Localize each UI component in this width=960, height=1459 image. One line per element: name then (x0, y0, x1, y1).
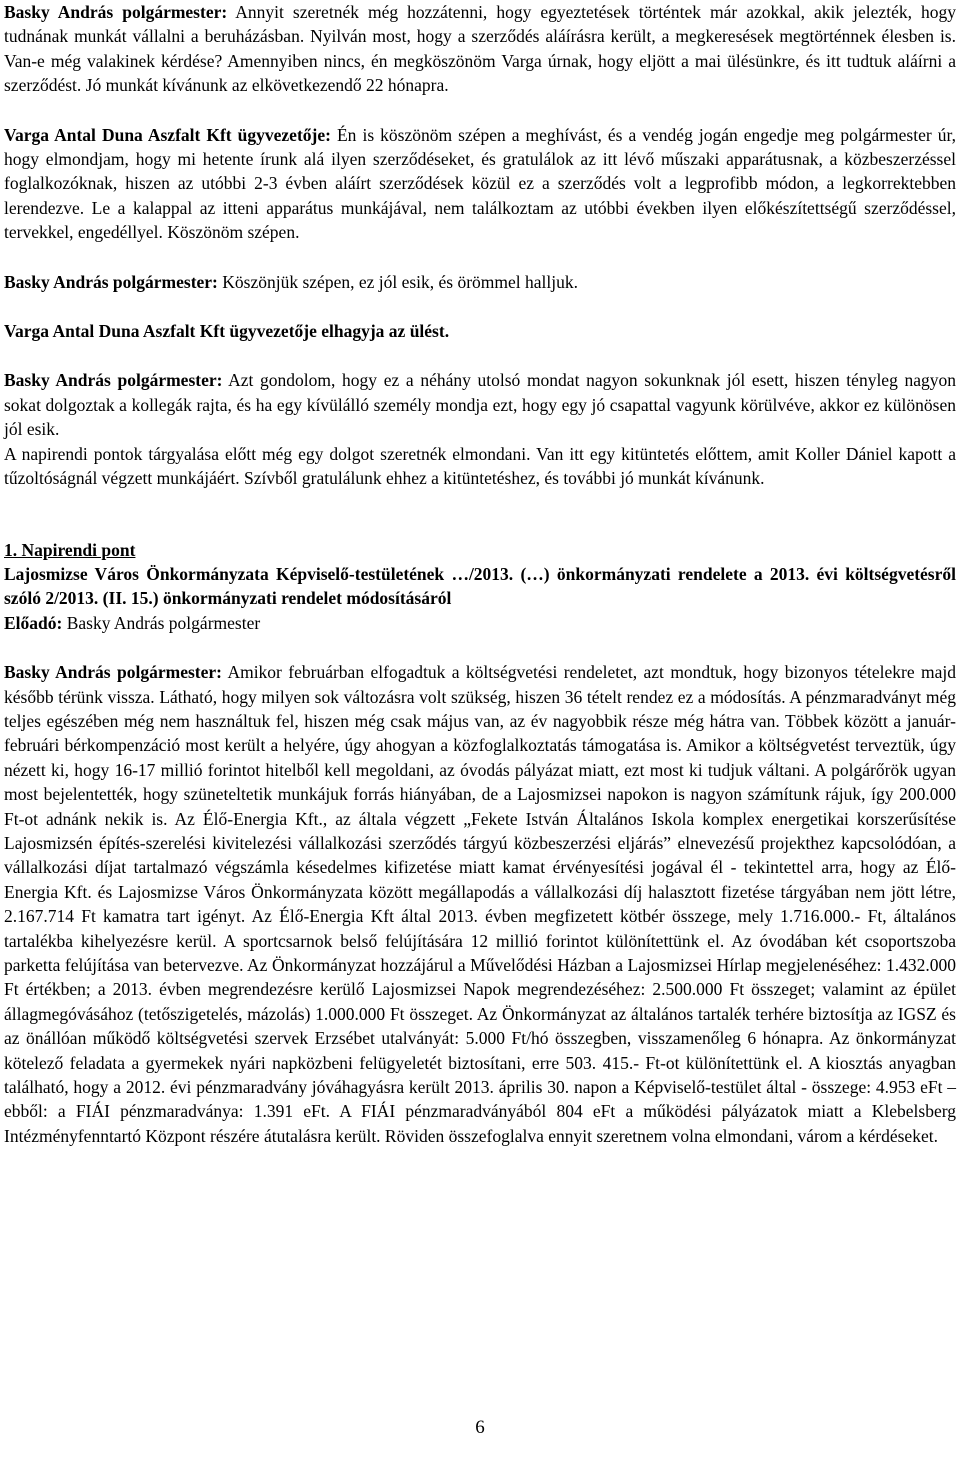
paragraph-award-announcement: A napirendi pontok tárgyalása előtt még egy dolgot szeretnék elmondani. Van itt egy kitüntetés előttem, amit Koller Dániel kapott a tűzoltóságnál végzett munkájáért. Szívből gratulálunk ehhez a kitüntetéshez, és további jó munkát kívánunk. (4, 443, 956, 489)
speech-text: Én is köszönöm szépen a meghívást, és a vendég jogán engedje meg polgármester úr, hogy elmondjam, hogy mi hetente írunk alá ilyen szerződéseket, és gratulálok az itt lévő műszaki apparátusnak, a közbeszerzéssel foglalkozóknak, hiszen az utóbbi 2-3 évben aláírt szerződések közül ez a szerződés volt a legprofibb módon, a legkorrektebben lerendezve. Le a kalappal az itteni apparátus munkájával, nem találkoztam az utóbbi években ilyen előkészítettségű szerződéssel, tervekkel, engedéllyel. Köszönöm szépen. (4, 124, 956, 243)
speaker-name: Basky András polgármester: (4, 370, 223, 391)
speaker-name: Basky András polgármester: (4, 2, 228, 22)
presenter-label: Előadó: (4, 612, 63, 633)
paragraph-mayor-closing (4, 0, 956, 98)
speaker-name: Basky András polgármester: (4, 662, 222, 683)
agenda-presenter (4, 611, 956, 635)
paragraph-mayor-budget (4, 660, 956, 1148)
speaker-name: Basky András polgármester: (4, 271, 218, 292)
paragraph-varga-thanks (4, 123, 956, 245)
agenda-number: 1. Napirendi pont (4, 539, 136, 560)
paragraph-mayor-reply (4, 270, 956, 294)
presenter-name: Basky András polgármester (62, 612, 261, 633)
speech-text: Amikor februárban elfogadtuk a költségvetési rendeletet, azt mondtuk, hogy bizonyos tételekre majd később térünk vissza. Látható, hogy milyen sok változásra volt szükség, hiszen 36 tételt rendez ez a módosítás. A pénzmaradványt még teljes egészében még nem használtuk fel, hiszen még csak május van, az év nagyobbik része még hátra van. Többek között a január-februári bérkompenzáció most került a helyére, úgy ahogyan a közfoglalkoztatás támogatása is. Amikor a költségvetést terveztük, úgy nézett ki, hogy 16-17 millió forintot hitelből kell megoldani, az óvodás pályázat miatt, ezt most ki tudjuk váltani. A polgárőrök ugyan most bejelentették, hogy szüneteltetik munkájuk forrás hiányában, de a Lajosmizsei napokon is nagyon számítunk rájuk, így 200.000 Ft-ot adnánk nekik is. Az Élő-Energia Kft., az általa végzett „Fekete István Általános Iskola komplex energetikai korszerűsítése Lajosmizsén építés-szerelési kivitelezési vállalkozási szerződés tárgyú közbeszerzési eljárás” elnevezésű projekthez kapcsolódóan, a vállalkozási díjat tartalmazó végszámla késedelmes kifizetése miatt kamat érvényesítési jogával él - tekintettel arra, hogy az Élő-Energia Kft. és Lajosmizse Város Önkormányzata között megállapodás a vállalkozási díj halasztott fizetése tárgyában nem jött létre, 2.167.714 Ft kamatra tart igényt. Az Élő-Energia Kft által 2013. évben megfizetett kötbér összege, mely 1.716.000.- Ft, általános tartalékba kihelyezésre kerül. A sportcsarnok belső felújítására 12 millió forintot különítettünk el. Az óvodában két csoportszoba parketta felújítása van betervezve. Az Önkormányzat hozzájárul a Művelődési Házban a Lajosmizsei Hírlap megjelenéséhez: 1.432.000 Ft értékben; a 2013. évben megrendezésre kerülő Lajosmizsei Napok megrendezéséhez: 2.500.000 Ft összeget; valamint az épület állagmegóvásához (tetőszigetelés, mázolás) 1.000.000 Ft összeget. Az Önkormányzat az általános tartalék terhére biztosítja az IGSZ és az önállóan működő költségvetési szervek Erzsébet utalványát: 5.000 Ft/hó összegben, visszamenőleg 6 hónapra. Az önkormányzat kötelező feladata a gyermekek nyári napközbeni felügyeletét biztosítani, erre 503. 415.- Ft-ot különítettünk el. A kiosztás anyagban található, hogy a 2012. évi pénzmaradvány jóváhagyásra került 2013. április 30. napon a Képviselő-testület által - összege: 4.953 eFt – ebből: a FIÁI pénzmaradványa: 1.391 eFt. A FIÁI pénzmaradványából 804 eFt a működési pályázatok miatt a Klebelsberg Intézményfenntartó Központ részére átutalásra került. Röviden összefoglalva ennyit szeretnem volna elmondani, várom a kérdéseket. (4, 662, 956, 1146)
agenda-item-heading (4, 538, 956, 562)
page-number: 6 (475, 1417, 485, 1438)
speech-text: Azt gondolom, hogy ez a néhány utolsó mondat nagyon sokunknak jól esett, hiszen tényleg nagyon sokat dolgoztak a kollegák rajta, és ha egy kívülálló személy mondja ezt, hogy egy jó csapattal vagyunk körülvéve, akkor ez különösen jól esik. (4, 370, 956, 440)
speech-text: Annyit szeretnék még hozzátenni, hogy egyeztetések történtek már azokkal, akik jelezték, hogy tudnának munkát vállalni a beruházásban. Nyilván most, hogy a szerződés aláírásra került, a megkeresések megtörténnek élesben is. Van-e még valakinek kérdése? Amennyiben nincs, én megköszönöm Varga úrnak, hogy eljött a mai ülésünkre, és itt tudtuk aláírni a szerződést. Jó munkát kívánunk az elkövetkezendő 22 hónapra. (4, 2, 956, 96)
agenda-title: Lajosmizse Város Önkormányzata Képviselő-testületének …/2013. (…) önkormányzati rendelete a 2013. évi költségvetésről szóló 2/2013. (II. 15.) önkormányzati rendelet módosításáról (4, 563, 956, 609)
paragraph-mayor-remarks (4, 368, 956, 441)
procedural-note: Varga Antal Duna Aszfalt Kft ügyvezetője elhagyja az ülést. (4, 321, 450, 342)
speech-text: Köszönjük szépen, ez jól esik, és örömmel halljuk. (222, 271, 579, 292)
speaker-name: Varga Antal Duna Aszfalt Kft ügyvezetője: (4, 124, 331, 145)
